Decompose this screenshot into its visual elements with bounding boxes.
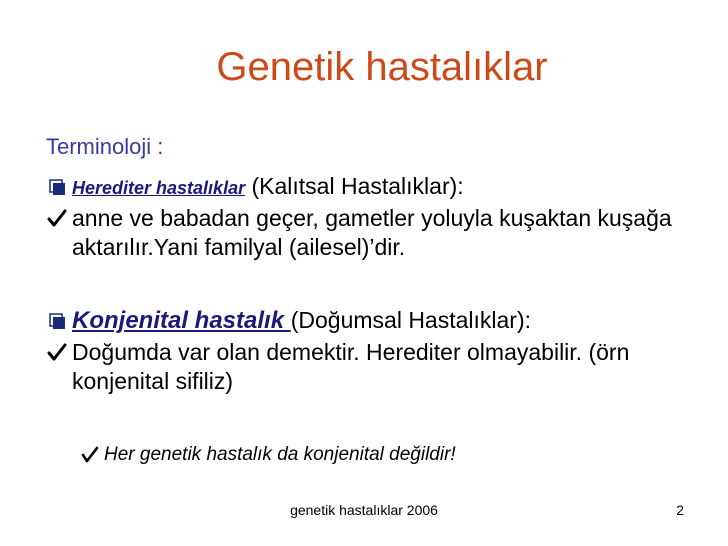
sub-item-note — [80, 442, 680, 468]
slide-title: Genetik hastalıklar — [216, 45, 548, 89]
term-konjenital-desc: (Doğumsal Hastalıklar): — [290, 307, 532, 333]
check-icon — [46, 204, 70, 233]
term-herediter-desc: (Kalıtsal Hastalıklar): — [245, 173, 464, 199]
square-bullet-icon — [46, 306, 70, 335]
term-herediter: Herediter hastalıklar — [72, 178, 246, 198]
check-icon — [46, 338, 70, 367]
page-number: 2 — [676, 502, 684, 518]
herediter-definition: anne ve babadan geçer, gametler yoluyla kuşaktan kuşağa aktarılır.Yani familyal (ailesel)’dir. — [72, 205, 672, 260]
term-konjenital: Konjenital hastalık — [72, 307, 291, 334]
list-item-herediter — [46, 172, 686, 203]
note-text: Her genetik hastalık da konjenital değildir! — [104, 444, 456, 465]
list-item-herediter-def — [46, 204, 686, 262]
subtitle: Terminoloji : — [46, 134, 164, 159]
check-icon — [80, 442, 102, 468]
konjenital-definition: Doğumda var olan demektir. Herediter olmayabilir. (örn konjenital sifiliz) — [72, 339, 630, 394]
footer-text: genetik hastalıklar 2006 — [290, 502, 438, 518]
list-item-konjenital — [46, 306, 686, 335]
square-bullet-icon — [46, 172, 70, 201]
list-item-konjenital-def — [46, 338, 686, 396]
